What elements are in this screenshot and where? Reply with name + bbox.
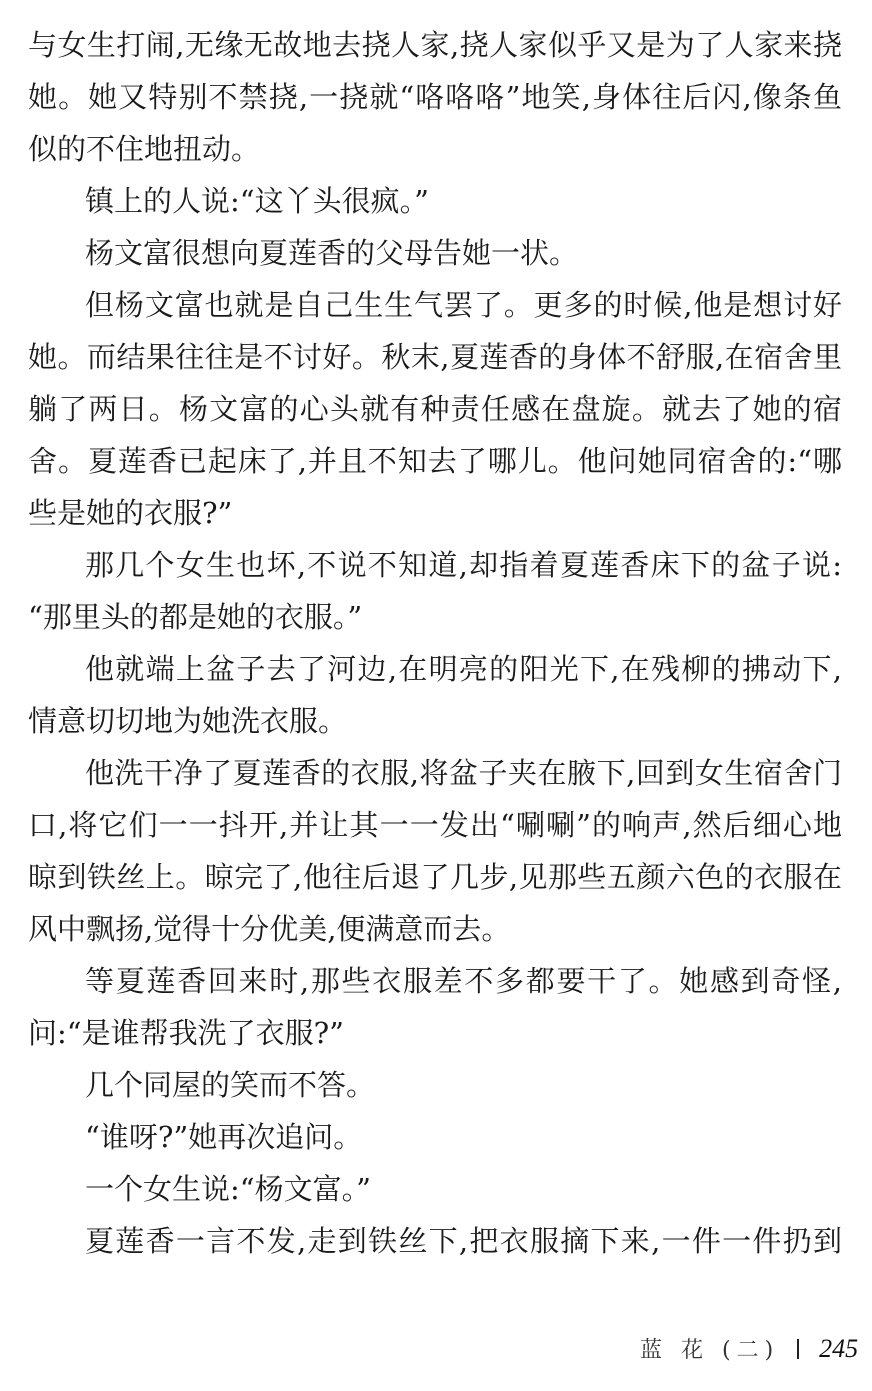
text-line: 那几个女生也坏,不说不知道,却指着夏莲香床下的盆子说:: [85, 548, 842, 582]
text-line: 晾到铁丝上。晾完了,他往后退了几步,见那些五颜六色的衣服在: [28, 860, 842, 894]
text-line: “谁呀?”她再次追问。: [85, 1120, 363, 1154]
text-line: 她。她又特别不禁挠,一挠就“咯咯咯”地笑,身体往后闪,像条鱼: [28, 80, 842, 114]
running-title: 蓝 花 (二): [640, 1338, 780, 1363]
text-line: 口,将它们一一抖开,并让其一一发出“唰唰”的响声,然后细心地: [28, 808, 842, 842]
text-line: 但杨文富也就是自己生生气罢了。更多的时候,他是想讨好: [85, 288, 842, 322]
text-line: 情意切切地为她洗衣服。: [28, 704, 348, 738]
text-line: 杨文富很想向夏莲香的父母告她一状。: [85, 236, 579, 270]
body-text: [28, 19, 842, 1267]
page-number: 245: [819, 1333, 859, 1363]
text-line: 他就端上盆子去了河边,在明亮的阳光下,在残柳的拂动下,: [85, 652, 842, 686]
text-line: “那里头的都是她的衣服。”: [28, 600, 363, 634]
text-line: 似的不住地扭动。: [28, 132, 261, 166]
page-footer: [640, 1333, 858, 1364]
text-line: 夏莲香一言不发,走到铁丝下,把衣服摘下来,一件一件扔到: [85, 1224, 842, 1258]
text-line: 镇上的人说:“这丫头很疯。”: [85, 184, 429, 218]
text-line: 躺了两日。杨文富的心头就有种责任感在盘旋。就去了她的宿: [28, 392, 842, 426]
text-line: 几个同屋的笑而不答。: [85, 1068, 376, 1102]
footer-divider: [797, 1339, 799, 1359]
text-line: 风中飘扬,觉得十分优美,便满意而去。: [28, 912, 511, 946]
text-line: 与女生打闹,无缘无故地去挠人家,挠人家似乎又是为了人家来挠: [28, 28, 842, 62]
text-line: 他洗干净了夏莲香的衣服,将盆子夹在腋下,回到女生宿舍门: [85, 756, 842, 790]
text-line: 她。而结果往往是不讨好。秋末,夏莲香的身体不舒服,在宿舍里: [28, 340, 842, 374]
text-line: 问:“是谁帮我洗了衣服?”: [28, 1016, 344, 1050]
text-line: 些是她的衣服?”: [28, 496, 233, 530]
text-line: 一个女生说:“杨文富。”: [85, 1172, 371, 1206]
text-line: 舍。夏莲香已起床了,并且不知去了哪儿。他问她同宿舍的:“哪: [28, 444, 842, 478]
text-line: 等夏莲香回来时,那些衣服差不多都要干了。她感到奇怪,: [85, 964, 842, 998]
